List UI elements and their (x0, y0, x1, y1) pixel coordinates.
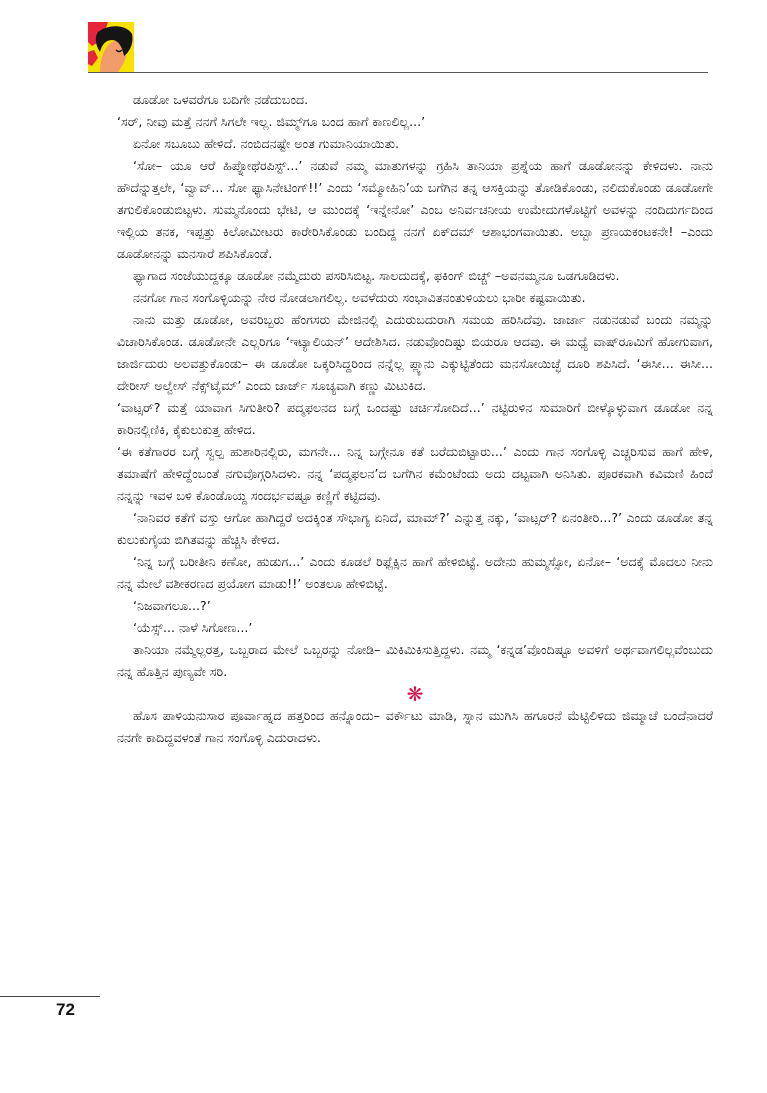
publication-logo-icon (88, 22, 134, 72)
paragraph: ಏನೋ ಸಬೂಬು ಹೇಳಿದೆ. ನಂಬಿದನಷ್ಟೇ ಅಂತ ಗುಮಾನಿಯಾಯಿತು. (133, 136, 400, 151)
paragraph: ‘ನಾನಿವರ ಕತೆಗೆ ವಸ್ತು ಆಗೋ ಹಾಗಿದ್ದರೆ ಅದಕ್ಕಿಂತ ಸೌಭಾಗ್ಯ ಏನಿದೆ, ಮಾಮ್?’ ಎನ್ನುತ್ತ ನಕ್ಕು, ‘ವಾಟ್ಸರ್? ಏನಂತೀರಿ...?’ ಎಂದು ಡೂಡೋ ತನ್ನ ಕುಲುಕುಗೈಯ ಬಿಗಿತವನ್ನು ಹೆಚ್ಚಿಸಿ ಕೇಳಿದ. (117, 510, 713, 547)
paragraph: ‘ನಿಜವಾಗಲೂ...?’ (133, 598, 211, 613)
section-separator-icon: ❋ (406, 682, 424, 706)
paragraph: ‘ಸರ್, ನೀವು ಮತ್ತೆ ನನಗೆ ಸಿಗಲೇ ಇಲ್ಲ. ಜಿಮ್ಮ್‌ಗೂ ಬಂದ ಹಾಗೆ ಕಾಣಲಿಲ್ಲ...’ (117, 114, 426, 129)
page-number: 72 (56, 1000, 75, 1019)
paragraph: ಹೊಸ ಪಾಳಿಯನುಸಾರ ಪೂರ್ವಾಹ್ನದ ಹತ್ತರಿಂದ ಹನ್ನೊಂದು– ವರ್ಕೌಟು ಮಾಡಿ, ಸ್ನಾನ ಮುಗಿಸಿ ಹಗೂರನೆ ಮೆಟ್ಟಿಲಿಳಿದು ಜಿಮ್ಮಾಚೆ ಬಂದೆನಾದರೆ ನನಗೇ ಕಾದಿದ್ದವಳಂತೆ ಗಾನ ಸಂಗೊಳ್ಳಿ ಎದುರಾದಳು. (117, 708, 713, 745)
paragraph: ‘ಯೆಸ್ಸ್... ನಾಳೆ ಸಿಗೋಣ...’ (133, 620, 253, 635)
paragraph: ಫ್ಯಾಗಾದ ಸಂಜೆಯುದ್ದಕ್ಕೂ ಡೂಡೋ ನಮ್ಮೆದುರು ಪಸರಿಸಿಬಿಟ್ಟ. ಸಾಲದುದಕ್ಕೆ, ಫಕಿಂಗ್ ಬಿಚ್ಚ್ –ಅವನಮ್ಮನೂ ಒಡಗೂಡಿದಳು. (133, 268, 620, 283)
paragraph: ‘ನಿನ್ನ ಬಗ್ಗೆ ಬರೀತೀನಿ ಕಣೋ, ಹುಡುಗ...’ ಎಂದು ಕೂಡಲೆ ರಿಫ್ಲೆಕ್ಸಿನ ಹಾಗೆ ಹೇಳಿಬಿಟ್ಟೆ. ಅದೇನು ಹುಮ್ಮಸ್ಸೋ, ಏನೋ– ‘ಅದಕ್ಕೆ ಮೊದಲು ನೀನು ನನ್ನ ಮೇಲೆ ವಶೀಕರಣದ ಪ್ರಯೋಗ ಮಾಡು!!’ ಅಂತಲೂ ಹೇಳಿಬಿಟ್ಟೆ. (117, 554, 713, 591)
paragraph: ತಾನಿಯಾ ನಮ್ಮೆಲ್ಲರತ್ತ, ಒಬ್ಬರಾದ ಮೇಲೆ ಒಬ್ಬರನ್ನು ನೋಡಿ– ಮಿಕಿಮಿಕಿಸುತ್ತಿದ್ದಳು. ನಮ್ಮ ‘ಕನ್ನಡ’ವೊಂದಿಷ್ಟೂ ಅವಳಿಗೆ ಅರ್ಥವಾಗಲಿಲ್ಲವೆಂಬುದು ನನ್ನ ಹೊತ್ತಿನ ಪುಣ್ಯವೇ ಸರಿ. (117, 642, 713, 679)
paragraph: ಡೂಡೋ ಒಳವರೆಗೂ ಬದಿಗೇ ನಡೆದುಬಂದ. (133, 92, 309, 107)
paragraph: ‘ವಾಟ್ಸರ್? ಮತ್ತೆ ಯಾವಾಗ ಸಿಗುತೀರಿ? ಪದ್ಮಫಲನದ ಬಗ್ಗೆ ಒಂದಷ್ಟು ಚರ್ಚಿಸೋದಿದೆ...’ ನಟ್ಟಿರುಳಿನ ಸುಮಾರಿಗೆ ಬೀಳ್ಕೊಳ್ಳುವಾಗ ಡೂಡೋ ನನ್ನ ಕಾರಿನಲ್ಲಿಣಿಕಿ, ಕೈಕುಲುಕುತ್ತ ಹೇಳಿದ. (117, 400, 713, 437)
paragraph: ‘ಸೋ– ಯೂ ಆರೆ ಹಿಪ್ನೋಥೆರಪಿಸ್ಟ್...’ ನಡುವೆ ನಮ್ಮ ಮಾತುಗಳನ್ನು ಗ್ರಹಿಸಿ ತಾನಿಯಾ ಪ್ರಶ್ನೆಯ ಹಾಗೆ ಡೂಡೋನನ್ನು ಕೇಳಿದಳು. ನಾನು ಹೌದೆನ್ನುತ್ತಲೇ, ‘ವ್ವಾವ್... ಸೋ ಫ್ಯಾಸಿನೇಟಿಂಗ್!!’ ಎಂದು ‘ಸಮ್ಮೋಹಿನಿ’ಯ ಬಗೆಗಿನ ತನ್ನ ಆಸಕ್ತಿಯನ್ನು ತೋಡಿಕೊಂಡು, ನಲಿದುಕೊಂಡು ಡೂಡೋಗೇ ತಗುಲಿಕೊಂಡುಬಿಟ್ಟಳು. ಸುಮ್ಮನೊಂದು ಭೇಟಿ, ಆ ಮುಂದಕ್ಕೆ ‘ಇನ್ನೇನೋ’ ಎಂಬ ಅನಿರ್ವಚನೀಯ ಉಮೇದುಗಳೊಟ್ಟಿಗೆ ಅವಳನ್ನು ನಂದಿದುರ್ಗದಿಂದ ಇಲ್ಲಿಯ ತನಕ, ಇಪ್ಪತ್ತು ಕಿಲೋಮೀಟರು ಕಾರೇರಿಸಿಕೊಂಡು ಬಂದಿದ್ದ ನನಗೆ ಏಕ್‌ದಮ್ ಆಶಾಭಂಗವಾಯಿತು. ಅಬ್ಬಾ ಪ್ರಣಯಕಂಟಕನೇ! –ಎಂದು ಡೂಡೋನನ್ನು ಮನಸಾರೆ ಶಪಿಸಿಕೊಂಡೆ. (117, 158, 713, 261)
header-rule (88, 72, 708, 73)
chapter-text (117, 89, 713, 749)
footer-rule (0, 996, 100, 997)
paragraph: ‘ಈ ಕತೆಗಾರರ ಬಗ್ಗೆ ಸ್ವಲ್ಪ ಹುಶಾರಿನಲ್ಲಿರು, ಮಗನೇ... ನಿನ್ನ ಬಗ್ಗೇನೂ ಕತೆ ಬರೆದುಬಿಟ್ಟಾರು...’ ಎಂದು ಗಾನ ಸಂಗೊಳ್ಳಿ ಎಚ್ಚರಿಸುವ ಹಾಗೆ ಹೇಳಿ, ತಮಾಷೆಗೆ ಹೇಳಿದ್ದೆಂಬಂತೆ ನಗುವೊಗ್ಗರಿಸಿದಳು. ನನ್ನ ‘ಪದ್ಮಫಲನ’ದ ಬಗೆಗಿನ ಕಮೆಂಟೆಂದು ಅದು ದಟ್ಟವಾಗಿ ಅನಿಸಿತು. ಪೂರಕವಾಗಿ ಕವಿಮಣಿ ಹಿಂದೆ ನನ್ನನ್ನು ಇವಳ ಬಳಿ ಕೊಂಡೊಯ್ದ ಸಂದರ್ಭವಷ್ಟೂ ಕಣ್ಣಿಗೆ ಕಟ್ಟಿದವು. (117, 444, 713, 503)
paragraph: ನಾನು ಮತ್ತು ಡೂಡೋ, ಅವರಿಬ್ಬರು ಹೆಂಗಸರು ಮೇಜಿನಲ್ಲಿ ಎದುರುಬದುರಾಗಿ ಸಮಯ ಹರಿಸಿದೆವು. ಜಾರ್ಜಾ ನಡುನಡುವೆ ಬಂದು ನಮ್ಮನ್ನು ವಿಚಾರಿಸಿಕೊಂಡ. ಡೂಡೋನೇ ಎಲ್ಲರಿಗೂ ‘ಇಟ್ಯಾಲಿಯನ್’ ಆದೇಶಿಸಿದ. ನಡುವೊಂದಿಷ್ಟು ಬಿಯರೂ ಆದವು. ಈ ಮಧ್ಯೆ ವಾಷ್‌ರೂಮಿಗೆ ಹೋಗುವಾಗ, ಜಾರ್ಜಿದುರು ಅಲವತ್ತುಕೊಂಡು– ಈ ಡೂಡೋ ಒಕ್ಕರಿಸಿದ್ದರಿಂದ ನನ್ನೆಲ್ಲ ಪ್ಲ್ಯಾನು ಎಕ್ಕುಟ್ಟಿತೆಂದು ಮನಸೋಯಿಚ್ಛೆ ದೂರಿ ಶಪಿಸಿದೆ. ‘ಈಸೀ... ಈಸೀ... ದೇರೀಸ್ ಅಲ್ವೇಸ್ ನೆಕ್ಸ್‌ಟೈಮ್’ ಎಂದು ಜಾರ್ಜ್ ಸೂಚ್ಯವಾಗಿ ಕಣ್ಣು ಮಿಟುಕಿದ. (117, 312, 713, 393)
paragraph: ನನಗೋ ಗಾನ ಸಂಗೊಳ್ಳಿಯನ್ನು ನೇರ ನೋಡಲಾಗಲಿಲ್ಲ. ಅವಳೆದುರು ಸಂಭಾವಿತನಂತುಳಿಯಲು ಭಾರೀ ಕಷ್ಟವಾಯಿತು. (133, 290, 586, 305)
